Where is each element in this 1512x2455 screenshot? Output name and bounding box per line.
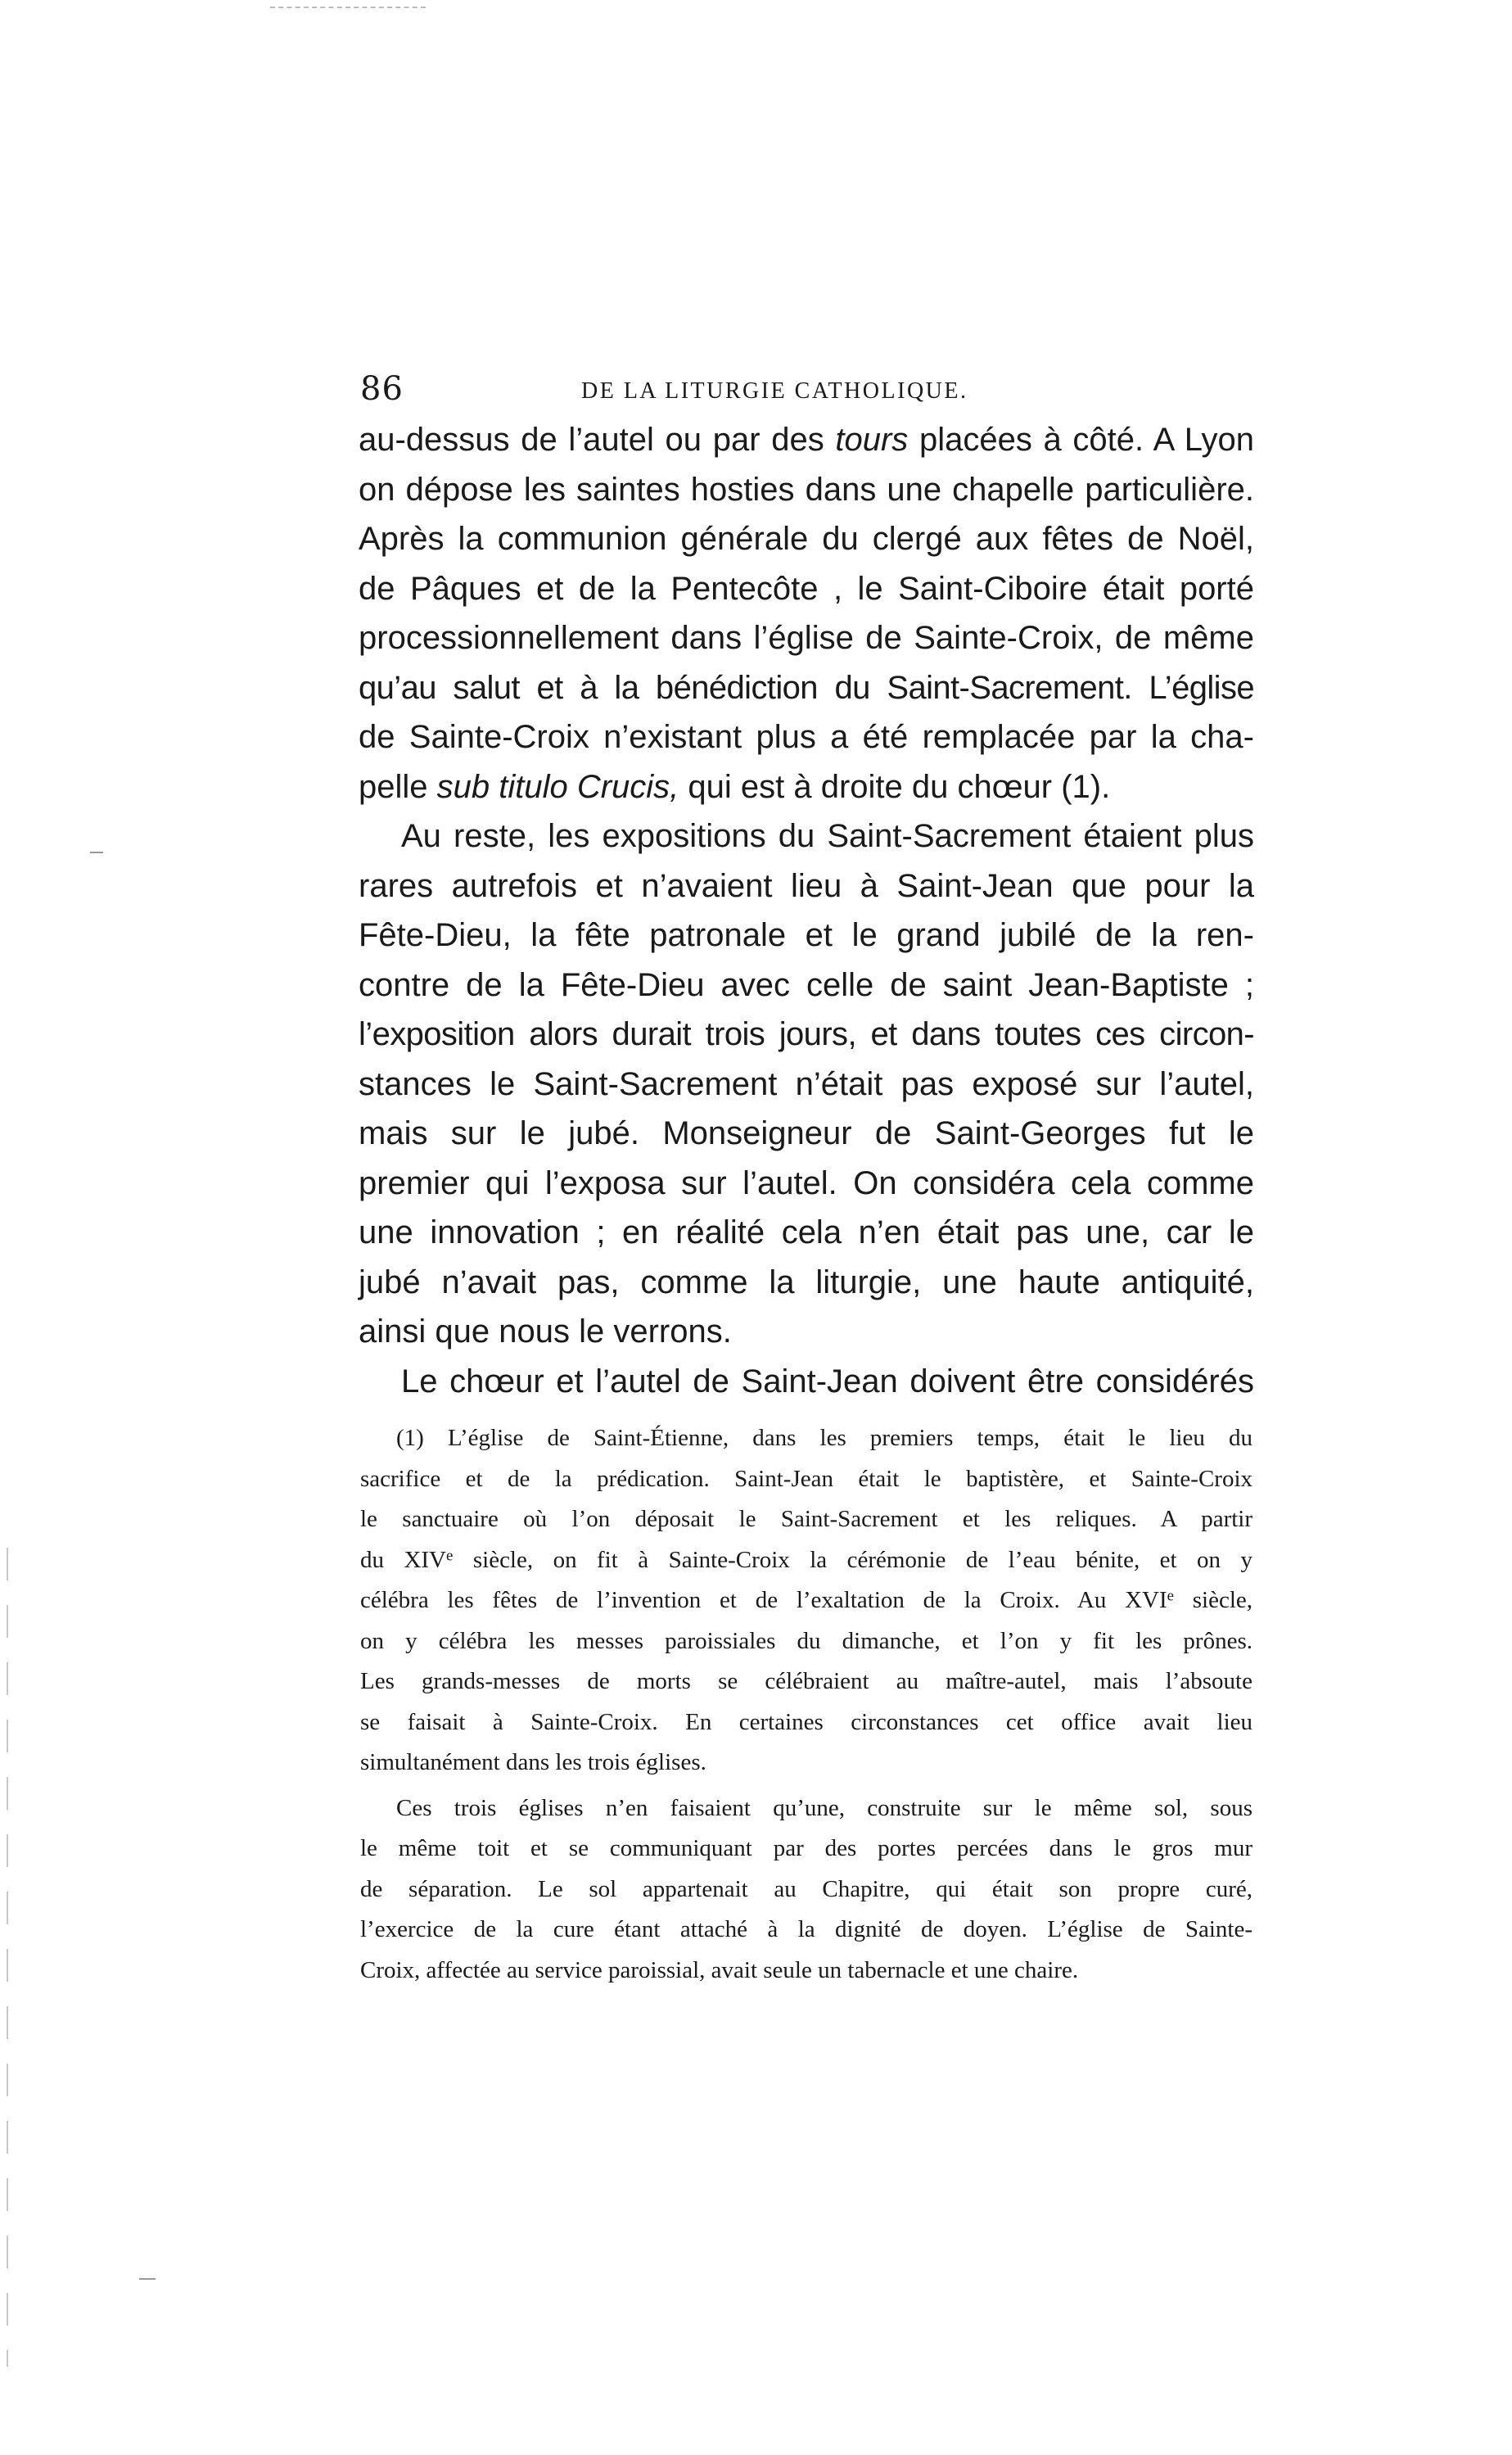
footnote-line: simultanément dans les trois églises. <box>360 1749 706 1775</box>
text-line: stances le Saint-Sacrement n’était pas exposé sur l’autel, <box>359 1065 1254 1102</box>
footnote-line: Les grands-messes de morts se célébraient au maître-autel, mais l’absoute <box>360 1668 1252 1694</box>
running-head <box>360 370 1244 411</box>
scan-artifact <box>90 852 103 853</box>
footnote-line: le sanctuaire où l’on déposait le Saint-Sacrement et les reliques. A partir <box>360 1506 1252 1532</box>
footnote-line: sacrifice et de la prédication. Saint-Jean était le baptistère, et Sainte-Croix <box>360 1465 1252 1492</box>
text-line: contre de la Fête-Dieu avec celle de saint Jean-Baptiste ; <box>359 966 1254 1003</box>
text-line: on dépose les saintes hosties dans une chapelle particulière. <box>359 471 1254 508</box>
text-line: Au reste, les expositions du Saint-Sacrement étaient plus <box>401 818 1254 854</box>
scan-artifact <box>270 7 426 9</box>
footnote-line: on y célébra les messes paroissiales du dimanche, et l’on y fit les prônes. <box>360 1627 1252 1654</box>
footnote-line: l’exercice de la cure étant attaché à la dignité de doyen. L’église de Sainte- <box>360 1916 1252 1942</box>
text-line: l’exposition alors durait trois jours, et dans toutes ces circon- <box>359 1016 1254 1052</box>
scan-artifact <box>139 2278 156 2280</box>
footnote-line: se faisait à Sainte-Croix. En certaines circonstances cet office avait lieu <box>360 1708 1252 1735</box>
footnote-line: Croix, affectée au service paroissial, avait seule un tabernacle et une chaire. <box>360 1956 1079 1983</box>
footnote-line: de séparation. Le sol appartenait au Chapitre, qui était son propre curé, <box>360 1875 1252 1902</box>
scan-artifact <box>7 1548 8 2367</box>
text-line: mais sur le jubé. Monseigneur de Saint-Georges fut le <box>359 1115 1254 1151</box>
footnote-line: du XIVe siècle, on fit à Sainte-Croix la cérémonie de l’eau bénite, et on y <box>360 1546 1252 1573</box>
footnote-line: (1) L’église de Saint-Étienne, dans les premiers temps, était le lieu du <box>396 1425 1252 1451</box>
text-line: une innovation ; en réalité cela n’en était pas une, car le <box>359 1214 1254 1250</box>
footnote-line: le même toit et se communiquant par des portes percées dans le gros mur <box>360 1835 1252 1861</box>
text-line: premier qui l’exposa sur l’autel. On considéra cela comme <box>359 1164 1254 1201</box>
text-line: rares autrefois et n’avaient lieu à Saint-Jean que pour la <box>359 867 1254 904</box>
footnote-line: Ces trois églises n’en faisaient qu’une, construite sur le même sol, sous <box>396 1794 1252 1821</box>
text-line: qu’au salut et à la bénédiction du Saint-Sacrement. L’église <box>359 669 1254 706</box>
page-number: 86 <box>360 370 404 408</box>
main-text <box>359 415 1254 1406</box>
text-line: Le chœur et l’autel de Saint-Jean doivent être considérés <box>401 1363 1254 1399</box>
text-line: processionnellement dans l’église de Sainte-Croix, de même <box>359 620 1254 656</box>
footnotes <box>360 1418 1252 1991</box>
text-line: Fête-Dieu, la fête patronale et le grand jubilé de la ren- <box>359 917 1254 953</box>
text-line: au-dessus de l’autel ou par des tours placées à côté. A Lyon <box>359 422 1255 458</box>
running-title: DE LA LITURGIE CATHOLIQUE. <box>581 378 968 404</box>
text-line: de Sainte-Croix n’existant plus a été remplacée par la cha- <box>359 719 1254 755</box>
text-line: Après la communion générale du clergé aux fêtes de Noël, <box>359 521 1254 557</box>
footnote-line: célébra les fêtes de l’invention et de l’exaltation de la Croix. Au XVIe siècle, <box>360 1587 1252 1613</box>
text-line: jubé n’avait pas, comme la liturgie, une haute antiquité, <box>359 1264 1254 1300</box>
text-line: de Pâques et de la Pentecôte , le Saint-Ciboire était porté <box>359 570 1254 607</box>
text-line: ainsi que nous le verrons. <box>359 1313 732 1350</box>
text-line: pelle sub titulo Crucis, qui est à droite du chœur (1). <box>359 768 1111 805</box>
